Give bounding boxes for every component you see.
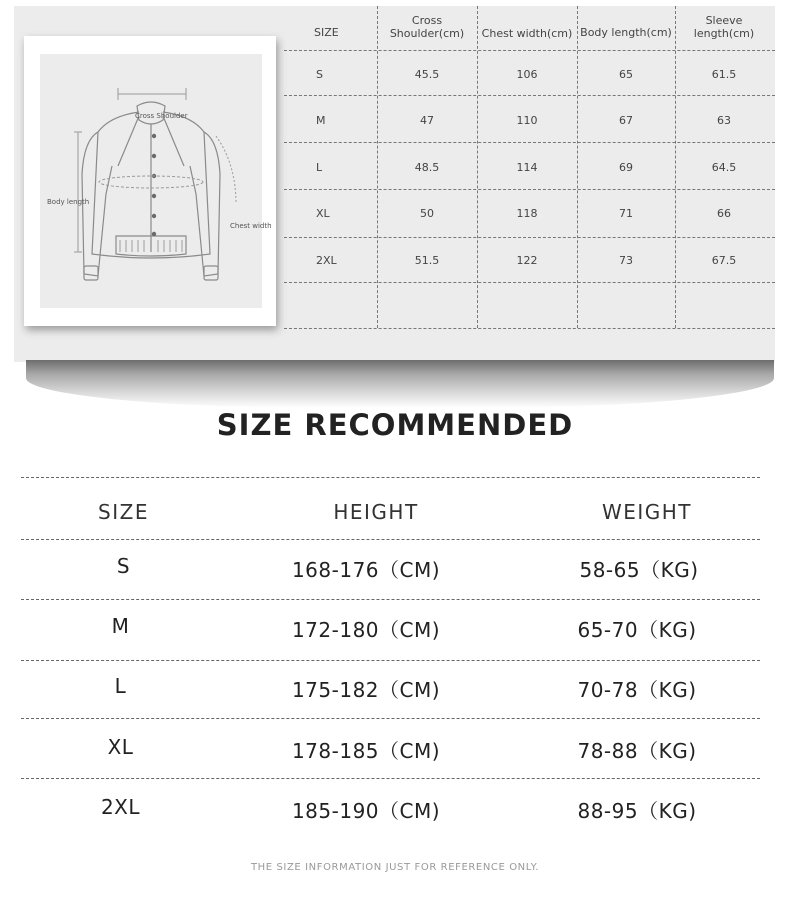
mtable-header-body-length: Body length(cm) (580, 26, 672, 39)
mtable-cell-size: XL (316, 207, 330, 220)
mtable-cell-chest-width: 110 (516, 114, 538, 127)
mtable-cell-sleeve-length: 67.5 (711, 254, 737, 267)
mtable-cell-cross-shoulder: 45.5 (414, 68, 440, 81)
mtable-cell-body-length: 67 (619, 114, 633, 127)
mtable-cell-size: M (316, 114, 326, 127)
mtable-header-sleeve-length: Sleeve length(cm) (693, 14, 755, 40)
mtable-cell-body-length: 73 (619, 254, 633, 267)
mtable-cell-size: L (316, 161, 323, 174)
mtable-cell-cross-shoulder: 48.5 (414, 161, 440, 174)
rtable-cell-height: 178-185（CM) (291, 739, 441, 763)
mtable-cell-size: S (316, 68, 323, 81)
mtable-cell-chest-width: 114 (516, 161, 538, 174)
mtable-cell-body-length: 69 (619, 161, 633, 174)
decorative-shadow (26, 360, 774, 408)
mtable-cell-size: 2XL (316, 254, 337, 267)
rtable-cell-size: L (114, 674, 127, 698)
mtable-cell-cross-shoulder: 50 (420, 207, 434, 220)
rtable-header-size: SIZE (98, 500, 149, 524)
mtable-header-size: SIZE (314, 26, 339, 39)
rtable-cell-weight: 88-95（KG) (577, 799, 697, 823)
rtable-cell-weight: 78-88（KG) (577, 739, 697, 763)
mtable-cell-body-length: 65 (619, 68, 633, 81)
mtable-cell-sleeve-length: 64.5 (711, 161, 737, 174)
rtable-cell-height: 175-182（CM) (291, 678, 441, 702)
rtable-cell-size: XL (107, 735, 134, 759)
recommendation-title: SIZE RECOMMENDED (216, 408, 574, 442)
rtable-cell-size: 2XL (100, 795, 141, 819)
rtable-cell-height: 172-180（CM) (291, 618, 441, 642)
chest-width-label: Chest width (230, 222, 272, 230)
mtable-cell-sleeve-length: 66 (717, 207, 731, 220)
mtable-cell-cross-shoulder: 47 (420, 114, 434, 127)
body-length-label: Body length (47, 198, 90, 206)
recommendation-table (21, 476, 760, 836)
rtable-cell-height: 185-190（CM) (291, 799, 441, 823)
jacket-diagram (40, 54, 272, 308)
mtable-header-chest-width: Chest width(cm) (481, 27, 573, 40)
mtable-cell-chest-width: 118 (516, 207, 538, 220)
mtable-cell-chest-width: 122 (516, 254, 538, 267)
rtable-cell-weight: 65-70（KG) (577, 618, 697, 642)
reference-footnote: THE SIZE INFORMATION JUST FOR REFERENCE ONLY. (250, 862, 540, 873)
mtable-cell-sleeve-length: 63 (717, 114, 731, 127)
mtable-cell-body-length: 71 (619, 207, 633, 220)
mtable-cell-sleeve-length: 61.5 (711, 68, 737, 81)
left-cuff (84, 266, 98, 280)
rtable-cell-size: S (116, 554, 131, 578)
jacket-illustration (40, 54, 262, 308)
rtable-cell-weight: 70-78（KG) (577, 678, 697, 702)
right-cuff (204, 266, 218, 280)
mtable-cell-cross-shoulder: 51.5 (414, 254, 440, 267)
mtable-cell-chest-width: 106 (516, 68, 538, 81)
rtable-cell-height: 168-176（CM) (291, 558, 441, 582)
measurement-table (284, 6, 775, 332)
jacket-diagram-card (24, 36, 276, 326)
rtable-header-weight: WEIGHT (601, 500, 693, 524)
rtable-cell-weight: 58-65（KG) (579, 558, 699, 582)
rtable-cell-size: M (111, 614, 130, 638)
rtable-header-height: HEIGHT (333, 500, 419, 524)
cross-shoulder-label: Cross Shoulder (135, 112, 188, 120)
mtable-header-cross-shoulder: Cross Shoulder(cm) (389, 14, 465, 40)
